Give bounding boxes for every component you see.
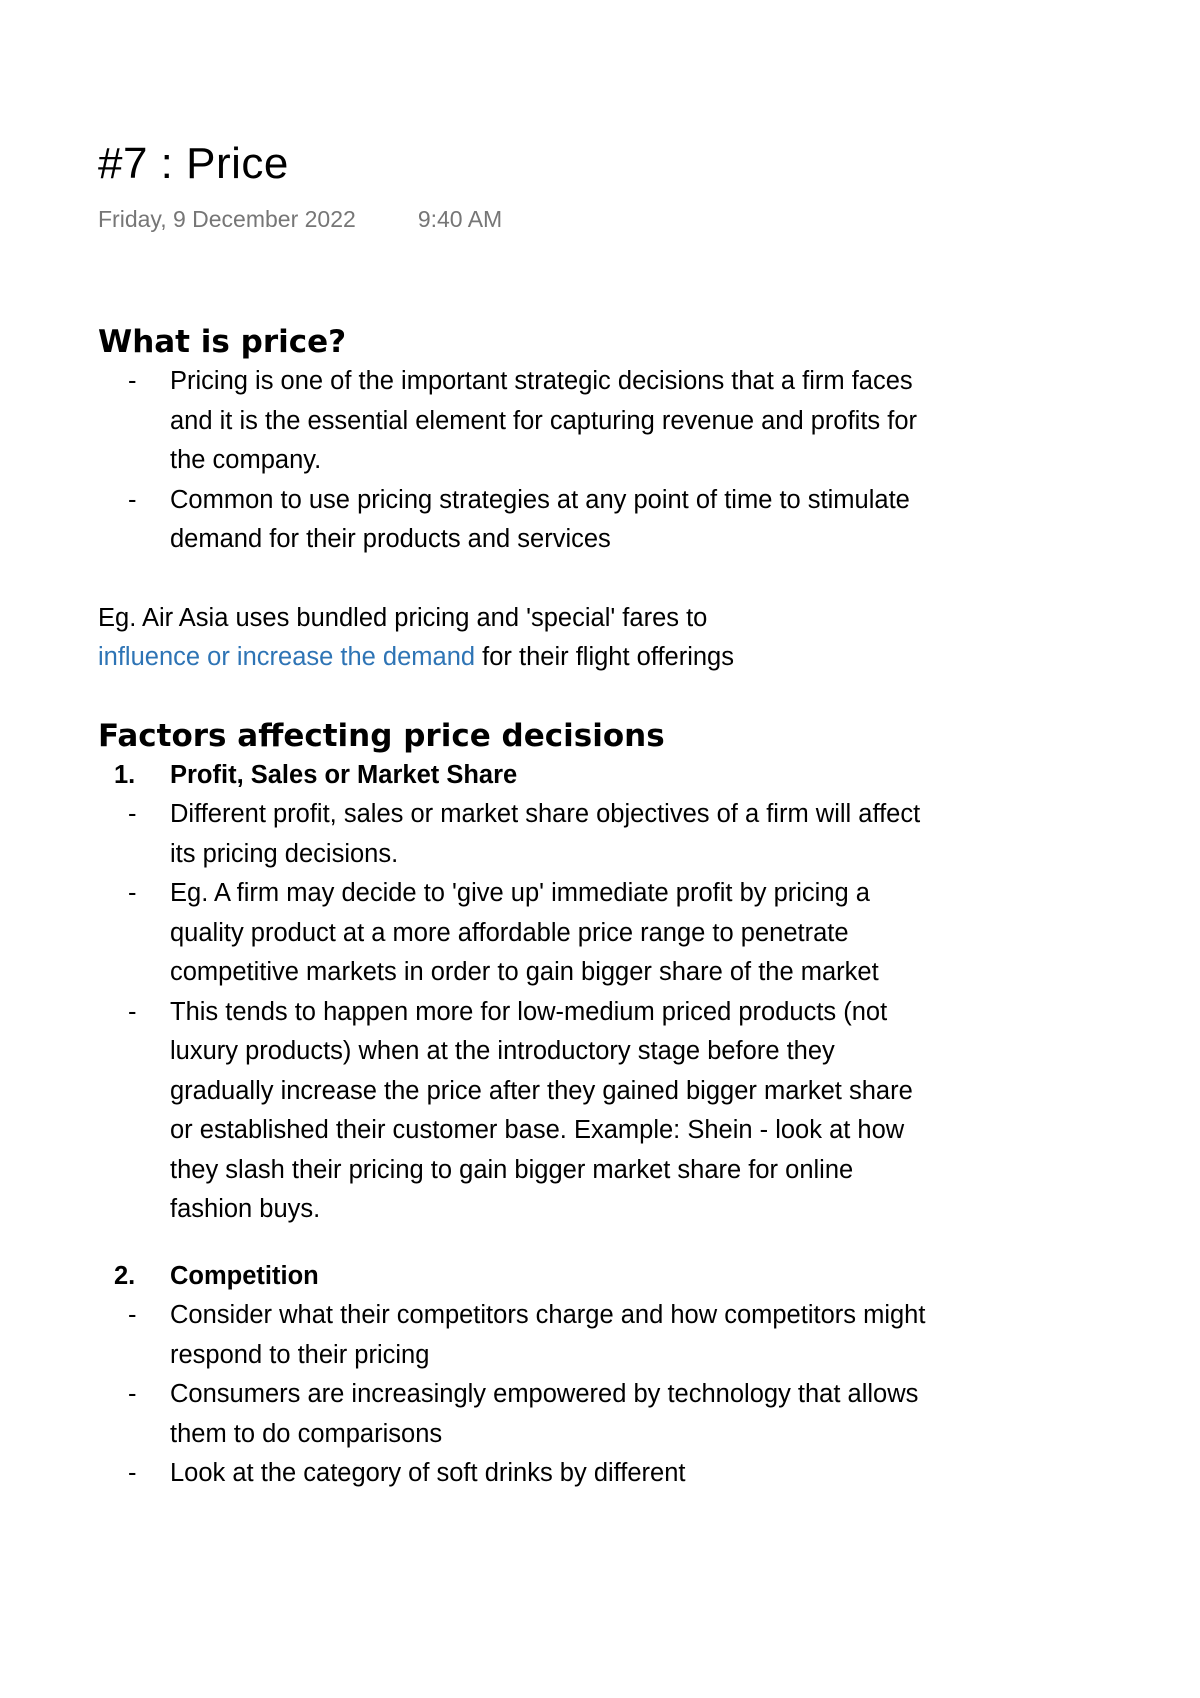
heading-what-is-price: What is price? bbox=[98, 324, 347, 360]
dash-bullet: - bbox=[128, 367, 137, 395]
factor-title: Competition bbox=[170, 1261, 319, 1290]
list-item bbox=[98, 874, 940, 993]
factor-number: 2. bbox=[114, 1261, 136, 1290]
list-item-text: Consumers are increasingly empowered by technology that allows them to do comparisons bbox=[170, 1380, 919, 1448]
factor-heading-profit bbox=[98, 756, 1098, 796]
example-highlight-link[interactable]: influence or increase the demand bbox=[98, 643, 476, 671]
factor-title: Profit, Sales or Market Share bbox=[170, 760, 518, 789]
dash-bullet: - bbox=[128, 1301, 137, 1329]
factor-heading-competition bbox=[98, 1257, 1098, 1297]
example-text-suffix: for their flight offerings bbox=[475, 643, 734, 671]
dash-bullet: - bbox=[128, 485, 137, 514]
list-item-text: Look at the category of soft drinks by different bbox=[170, 1459, 686, 1487]
factor-competition-list bbox=[98, 1296, 1098, 1494]
list-item-text: Pricing is one of the important strategic decisions that a firm faces and it is the essential element for capturing revenue and profits for the company. bbox=[170, 367, 918, 474]
factor-number: 1. bbox=[114, 760, 136, 789]
dash-bullet: - bbox=[128, 997, 137, 1026]
list-item bbox=[98, 481, 940, 560]
list-item bbox=[98, 1454, 940, 1494]
note-page bbox=[98, 136, 1098, 1494]
list-item bbox=[98, 795, 940, 874]
list-item-text: Eg. A firm may decide to 'give up' immediate profit by pricing a quality product at a more affordable price range to penetrate competitive markets in order to gain bigger share of the market bbox=[170, 879, 879, 986]
list-item-text: This tends to happen more for low-medium priced products (not luxury products) when at the introductory stage before they gradually increase the price after they gained bigger market share or established their customer base. Example: Shein - look at how they slash their pricing to gain bigger market share for online fashion buys. bbox=[170, 997, 913, 1223]
list-item-text: Consider what their competitors charge and how competitors might respond to their pricing bbox=[170, 1301, 926, 1369]
air-asia-example bbox=[98, 599, 898, 678]
dash-bullet: - bbox=[128, 1459, 137, 1487]
page-title: #7 : Price bbox=[98, 139, 289, 188]
list-item bbox=[98, 1296, 940, 1375]
list-item bbox=[98, 362, 940, 481]
list-item bbox=[98, 1375, 940, 1454]
factor-profit-list bbox=[98, 795, 1098, 1230]
list-item-text: Different profit, sales or market share objectives of a firm will affect its pricing decisions. bbox=[170, 800, 921, 868]
dash-bullet: - bbox=[128, 879, 137, 907]
list-item-text: Common to use pricing strategies at any point of time to stimulate demand for their products and services bbox=[170, 485, 910, 553]
list-item bbox=[98, 993, 940, 1230]
note-time: 9:40 AM bbox=[417, 206, 503, 232]
note-date: Friday, 9 December 2022 bbox=[98, 206, 356, 232]
dash-bullet: - bbox=[128, 800, 137, 828]
dash-bullet: - bbox=[128, 1380, 137, 1408]
what-is-price-list bbox=[98, 362, 1098, 560]
heading-factors: Factors affecting price decisions bbox=[98, 717, 665, 754]
example-text: Eg. Air Asia uses bundled pricing and 'special' fares to bbox=[98, 603, 708, 632]
note-timestamp bbox=[98, 204, 1098, 234]
